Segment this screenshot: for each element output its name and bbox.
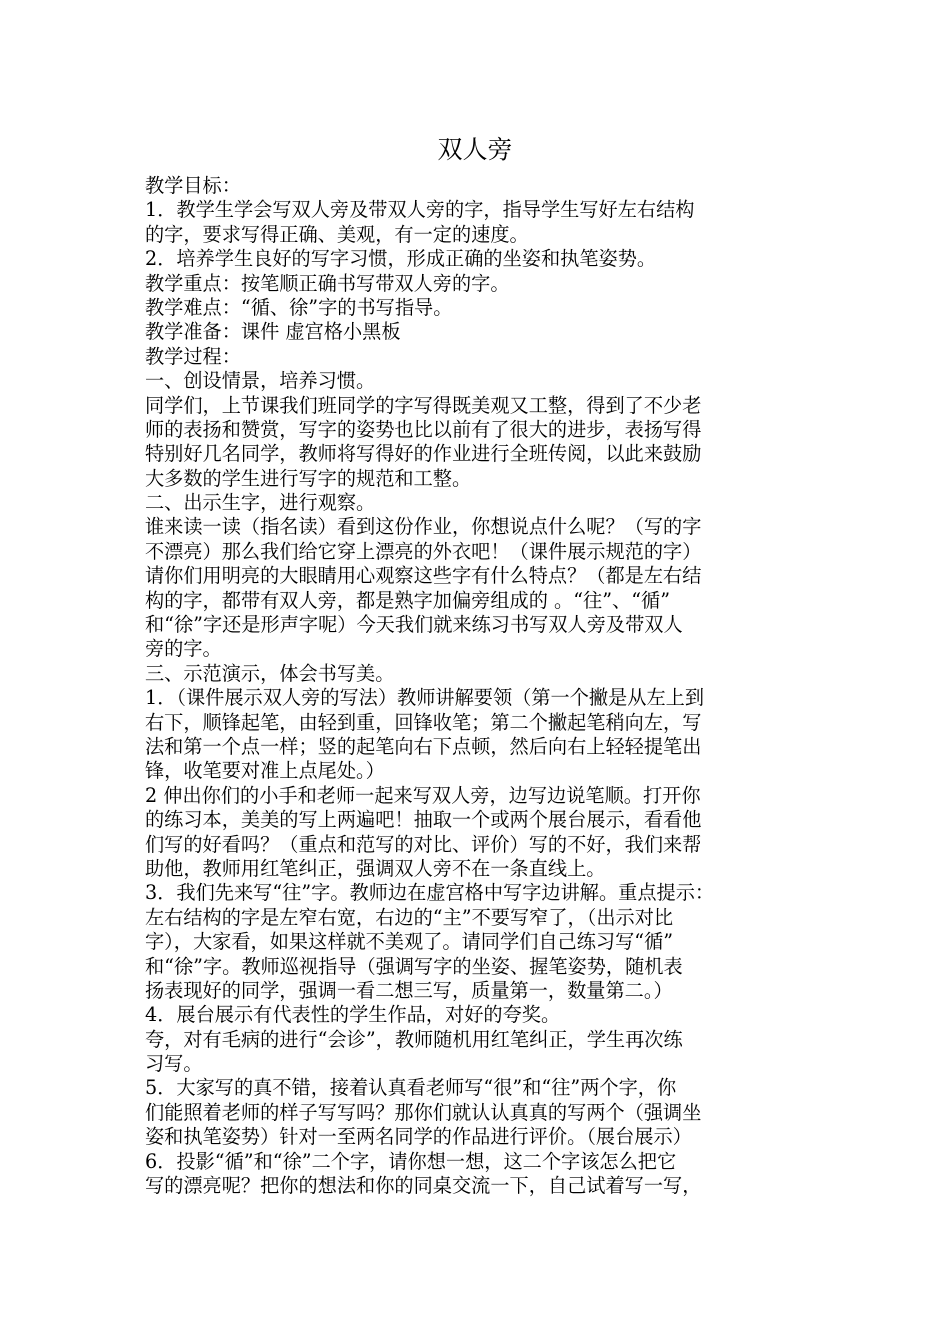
text-line: 二、出示生字，进行观察。	[145, 491, 376, 515]
text-line: 1．（课件展示双人旁的写法）教师讲解要领（第一个撇是从左上到	[145, 686, 705, 710]
text-line: 2．培养学生良好的写字习惯，形成正确的坐姿和执笔姿势。	[145, 247, 657, 271]
document-body	[145, 174, 821, 1198]
text-line: 一、创设情景，培养习惯。	[145, 369, 376, 393]
text-line: 1．教学生学会写双人旁及带双人旁的字，指导学生写好左右结构	[145, 198, 695, 222]
text-line: 助他，教师用红笔纠正，强调双人旁不在一条直线上。	[145, 856, 606, 880]
text-line: 不漂亮）那么我们给它穿上漂亮的外衣吧！（课件展示规范的字）	[145, 539, 702, 563]
text-line: 的字，要求写得正确、美观，有一定的速度。	[145, 222, 529, 246]
text-line: 教学目标：	[145, 174, 241, 197]
text-line: 锋，收笔要对准上点尾处。）	[145, 759, 385, 783]
text-line: 同学们，上节课我们班同学的字写得既美观又工整，得到了不少老	[145, 393, 702, 417]
document-title: 双人旁	[437, 135, 513, 164]
text-line: 和“徐”字还是形声字呢）今天我们就来练习书写双人旁及带双人	[145, 613, 683, 637]
text-line: 请你们用明亮的大眼睛用心观察这些字有什么特点？（都是左右结	[145, 564, 702, 588]
text-line: 三、示范演示，体会书写美。	[145, 661, 395, 685]
text-line: 5．大家写的真不错，接着认真看老师写“很”和“往”两个字，你	[145, 1076, 677, 1100]
text-line: 教学准备：课件 虚宫格小黑板	[145, 320, 401, 344]
text-line: 们能照着老师的样子写写吗？那你们就认认真真的写两个（强调坐	[145, 1100, 702, 1124]
text-line: 姿和执笔姿势）针对一至两名同学的作品进行评价。（展台展示）	[145, 1125, 692, 1149]
text-line: 习写。	[145, 1052, 203, 1076]
text-line: 们写的好看吗？（重点和范写的对比、评价）写的不好，我们来帮	[145, 832, 702, 856]
text-line: 特别好几名同学，教师将写得好的作业进行全班传阅，以此来鼓励	[145, 442, 702, 466]
text-line: 法和第一个点一样；竖的起笔向右下点顿，然后向右上轻轻提笔出	[145, 734, 702, 758]
text-line: 旁的字。	[145, 637, 222, 661]
text-line: 师的表扬和赞赏，写字的姿势也比以前有了很大的进步，表扬写得	[145, 417, 702, 441]
text-line: 构的字，都带有双人旁，都是熟字加偏旁组成的 。“往”、“循”	[145, 588, 671, 612]
text-line: 2 伸出你们的小手和老师一起来写双人旁，边写边说笔顺。打开你	[145, 783, 701, 807]
text-line: 右下，顺锋起笔，由轻到重，回锋收笔；第二个撇起笔稍向左，写	[145, 710, 702, 734]
text-line: 大多数的学生进行写字的规范和工整。	[145, 466, 472, 490]
text-line: 和“徐”字。教师巡视指导（强调写字的坐姿、握笔姿势，随机表	[145, 954, 683, 978]
text-line: 谁来读一读（指名读）看到这份作业，你想说点什么呢？（写的字	[145, 515, 702, 539]
text-line: 左右结构的字是左窄右宽，右边的“主”不要写窄了，（出示对比	[145, 905, 674, 929]
text-line: 夸，对有毛病的进行“会诊”，教师随机用红笔纠正，学生再次练	[145, 1027, 683, 1051]
text-line: 写的漂亮呢？把你的想法和你的同桌交流一下，自己试着写一写，	[145, 1174, 702, 1198]
text-line: 的练习本，美美的写上两遍吧！抽取一个或两个展台展示，看看他	[145, 808, 702, 832]
text-line: 4．展台展示有代表性的学生作品，对好的夸奖。	[145, 1003, 561, 1027]
text-line: 扬表现好的同学，强调一看二想三写，质量第一，数量第二。）	[145, 978, 673, 1002]
text-line: 教学难点：“循、徐”字的书写指导。	[145, 295, 453, 319]
text-line: 6．投影“循”和“徐”二个字，请你想一想，这二个字该怎么把它	[145, 1149, 677, 1173]
text-line: 字），大家看，如果这样就不美观了。请同学们自己练习写“循”	[145, 930, 674, 954]
text-line: 教学过程：	[145, 344, 241, 368]
text-line: 3．我们先来写“往”字。教师边在虚宫格中写字边讲解。重点提示：	[145, 881, 715, 905]
text-line: 教学重点：按笔顺正确书写带双人旁的字。	[145, 271, 510, 295]
